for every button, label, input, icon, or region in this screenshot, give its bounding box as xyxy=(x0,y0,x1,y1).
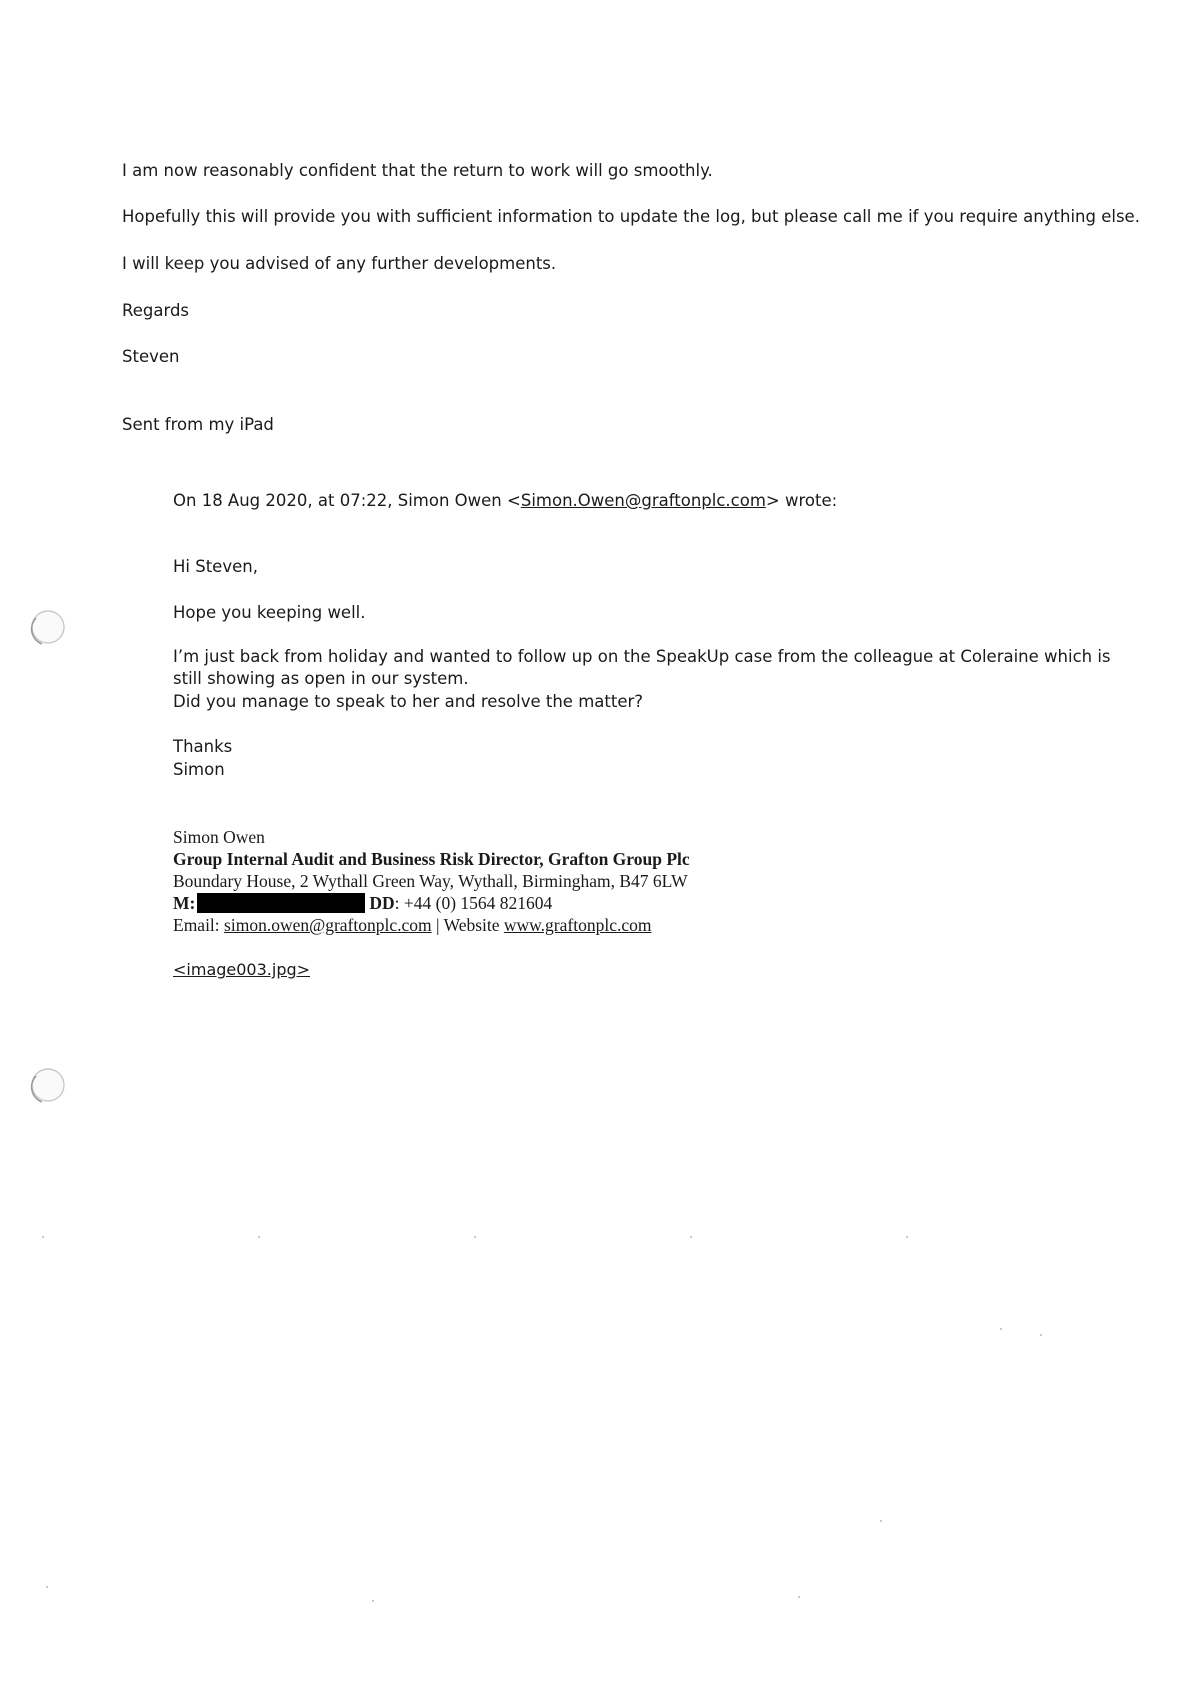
mobile-label: M: xyxy=(173,893,196,913)
signature-title: Group Internal Audit and Business Risk Director, Grafton Group Plc xyxy=(173,849,690,869)
signature-contact-line: Email: simon.owen@graftonplc.com | Website www.graftonplc.com xyxy=(173,915,652,935)
scan-speck xyxy=(474,1236,476,1238)
quoted-line: Did you manage to speak to her and resolve the matter? xyxy=(173,692,644,711)
scan-speck xyxy=(880,1520,882,1522)
scan-speck xyxy=(1000,1328,1002,1330)
signature-phone-line xyxy=(173,892,552,914)
quoted-thanks: Thanks xyxy=(173,737,233,756)
scan-speck xyxy=(906,1236,908,1238)
reply-line: I am now reasonably confident that the return to work will go smoothly. xyxy=(122,161,713,180)
reply-line: Hopefully this will provide you with sufficient information to update the log, but please call me if you require anything else. xyxy=(122,207,1140,226)
dd-label: DD xyxy=(369,893,395,913)
quoted-greeting: Hi Steven, xyxy=(173,557,258,576)
quoted-line: I’m just back from holiday and wanted to follow up on the SpeakUp case from the colleague at Coleraine which is xyxy=(173,647,1111,666)
attachment-link[interactable]: <image003.jpg> xyxy=(173,960,311,979)
signature-name: Simon Owen xyxy=(173,827,265,847)
signature-email-link[interactable]: simon.owen@graftonplc.com xyxy=(224,915,432,935)
sent-from-line: Sent from my iPad xyxy=(122,415,274,434)
dd-value: : +44 (0) 1564 821604 xyxy=(394,893,553,913)
reply-sender: Steven xyxy=(122,347,180,366)
scan-speck xyxy=(372,1600,374,1602)
quoted-line: still showing as open in our system. xyxy=(173,669,469,688)
reply-closing: Regards xyxy=(122,301,190,320)
website-link[interactable]: www.graftonplc.com xyxy=(503,915,652,935)
scan-speck xyxy=(42,1236,44,1238)
scan-speck xyxy=(690,1236,692,1238)
redacted-block xyxy=(197,893,365,913)
punch-hole-bottom xyxy=(24,1064,68,1108)
punch-hole-top xyxy=(24,606,68,650)
scan-speck xyxy=(798,1596,800,1598)
reply-line: I will keep you advised of any further developments. xyxy=(122,254,557,273)
signature-address: Boundary House, 2 Wythall Green Way, Wythall, Birmingham, B47 6LW xyxy=(173,871,688,891)
quoted-name: Simon xyxy=(173,760,225,779)
quoted-header: On 18 Aug 2020, at 07:22, Simon Owen <Simon.Owen@graftonplc.com> wrote: xyxy=(173,491,838,510)
scan-speck xyxy=(258,1236,260,1238)
scan-speck xyxy=(46,1586,48,1588)
sender-email-link[interactable]: Simon.Owen@graftonplc.com xyxy=(520,491,766,510)
scan-speck xyxy=(1040,1334,1042,1336)
quoted-line: Hope you keeping well. xyxy=(173,603,366,622)
